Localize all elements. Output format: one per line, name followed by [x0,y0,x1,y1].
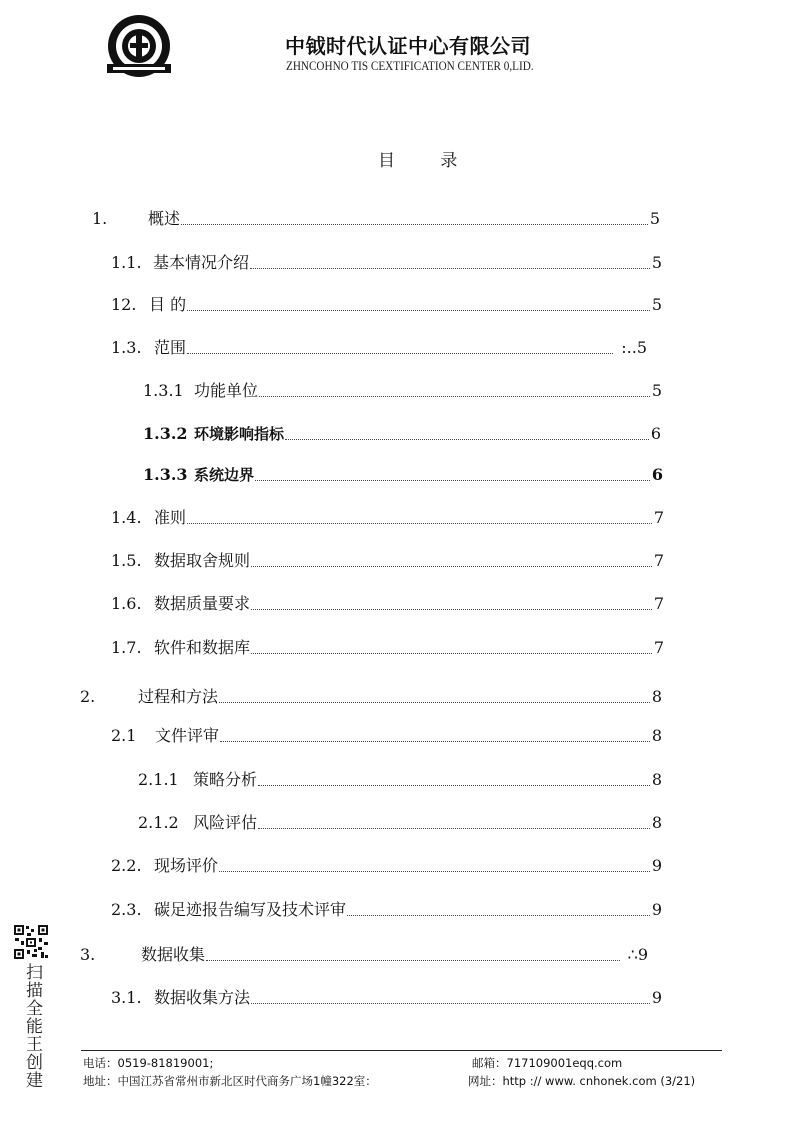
footer-website: 网址：http :// www. cnhonek.com (3/21) [468,1074,696,1088]
toc-entry-page: 8 [651,813,662,832]
toc-entry-label: 文件评审 [155,726,220,745]
toc-leader-dots [187,523,652,524]
toc-leader-dots [219,702,650,703]
toc-leader-dots [181,224,648,225]
toc-entry-page: 9 [651,988,662,1007]
toc-entry[interactable] [111,899,662,921]
toc-leader-dots [250,268,650,269]
toc-entry-label: 概述 [148,209,181,228]
toc-entry-number: 1.1. [111,253,142,272]
toc-entry[interactable] [92,208,660,230]
toc-entry[interactable] [138,769,662,791]
toc-entry[interactable] [111,593,664,615]
toc-entry-page: 7 [653,551,664,570]
toc-entry[interactable] [111,252,662,274]
toc-entry-page: ∴9 [627,945,648,964]
toc-entry-label: 数据取舍规则 [154,551,251,570]
toc-leader-dots [220,741,650,742]
toc-entry-number: 1. [92,209,108,228]
toc-leader-dots [255,480,650,481]
toc-leader-dots [206,960,620,961]
toc-leader-dots [258,828,650,829]
company-name-cn: 中钺时代认证中心有限公司 [285,34,531,58]
toc-entry-number: 2.1 [111,726,137,745]
toc-leader-dots [219,871,650,872]
toc-entry-label: 软件和数据库 [154,638,251,657]
toc-entry-page: 6 [650,424,661,443]
toc-entry-page: 8 [651,726,662,745]
toc-leader-dots [251,653,652,654]
footer-address: 地址：中国江苏省常州市新北区时代商务广场1幢322室： [83,1074,377,1088]
toc-entry[interactable] [143,380,662,402]
toc-entry[interactable] [138,812,662,834]
toc-leader-dots [347,915,650,916]
scanner-watermark: 扫描全能王创建 [22,963,42,1089]
toc-entry-label: 碳足迹报告编写及技术评审 [154,900,347,919]
toc-entry-label: 风险评估 [193,813,258,832]
toc-entry-page: 5 [651,295,662,314]
toc-entry-number: 2.2. [111,856,142,875]
toc-leader-dots [187,353,613,354]
toc-entry-label: 数据收集方法 [154,988,251,1007]
toc-entry[interactable] [80,944,648,966]
toc-leader-dots [285,439,649,440]
toc-entry-number: 3. [80,945,96,964]
toc-entry[interactable] [111,855,662,877]
toc-entry-page: 7 [653,508,664,527]
toc-entry-page: 7 [653,594,664,613]
toc-entry[interactable] [143,464,663,486]
footer-email: 邮箱：717109001eqq.com [472,1056,623,1070]
toc-leader-dots [251,609,652,610]
toc-entry-number: 1.5. [111,551,142,570]
toc-entry[interactable] [111,337,647,359]
toc-entry[interactable] [111,637,664,659]
toc-entry-page: 5 [651,381,662,400]
toc-entry-number: 2. [80,687,96,706]
company-name-en: ZHNCOHNO TIS CEXTIFICATION CENTER 0,LID. [286,58,534,73]
toc-leader-dots [251,566,652,567]
toc-entry-number: 3.1. [111,988,142,1007]
toc-entry-label: 系统边界 [194,466,255,484]
toc-leader-dots [259,396,650,397]
toc-entry[interactable] [80,686,662,708]
toc-entry-number: 1.3. [111,338,142,357]
toc-entry[interactable] [111,725,662,747]
toc-entry-label: 数据收集 [141,945,206,964]
toc-entry-label: 过程和方法 [138,687,219,706]
toc-entry[interactable] [111,507,664,529]
toc-entry-number: 1.6. [111,594,142,613]
footer-divider [81,1050,722,1051]
qr-code-icon [13,924,49,960]
toc-entry-number: 1.3.3 [143,465,188,484]
toc-entry-label: 范围 [154,338,187,357]
toc-entry-page: 9 [651,856,662,875]
footer-phone: 电话：0519-81819001; [83,1056,214,1070]
toc-entry-label: 现场评价 [154,856,219,875]
toc-entry-number: 1.3.1 [143,381,184,400]
toc-entry-page: 5 [651,253,662,272]
toc-entry-label: 准则 [154,508,187,527]
toc-entry-label: 环境影响指标 [194,425,285,443]
toc-entry-label: 策略分析 [193,770,258,789]
toc-entry-number: 2.1.2 [138,813,179,832]
toc-entry[interactable] [111,987,662,1009]
toc-title: 目 录 [378,151,478,171]
toc-entry-page: 6 [651,465,663,484]
toc-entry-page: :..5 [621,338,647,357]
toc-entry-number: 1.4. [111,508,142,527]
toc-entry-label: 功能单位 [194,381,259,400]
toc-entry-number: 1.7. [111,638,142,657]
toc-entry-label: 数据质量要求 [154,594,251,613]
toc-entry-number: 2.1.1 [138,770,179,789]
toc-entry-page: 8 [651,770,662,789]
toc-leader-dots [251,1003,650,1004]
toc-entry-number: 1.3.2 [143,424,188,443]
toc-entry-label: 基本情况介绍 [153,253,250,272]
toc-entry-page: 7 [653,638,664,657]
toc-entry[interactable] [111,294,662,316]
toc-entry[interactable] [111,550,664,572]
toc-entry-number: 2.3. [111,900,142,919]
toc-entry-label: 目 的 [149,295,187,314]
toc-leader-dots [187,310,650,311]
toc-entry-page: 8 [651,687,662,706]
toc-leader-dots [258,785,650,786]
toc-entry-number: 12. [111,295,137,314]
toc-entry-page: 9 [651,900,662,919]
toc-entry-page: 5 [649,209,660,228]
toc-entry[interactable] [143,423,661,445]
company-logo [103,12,175,80]
